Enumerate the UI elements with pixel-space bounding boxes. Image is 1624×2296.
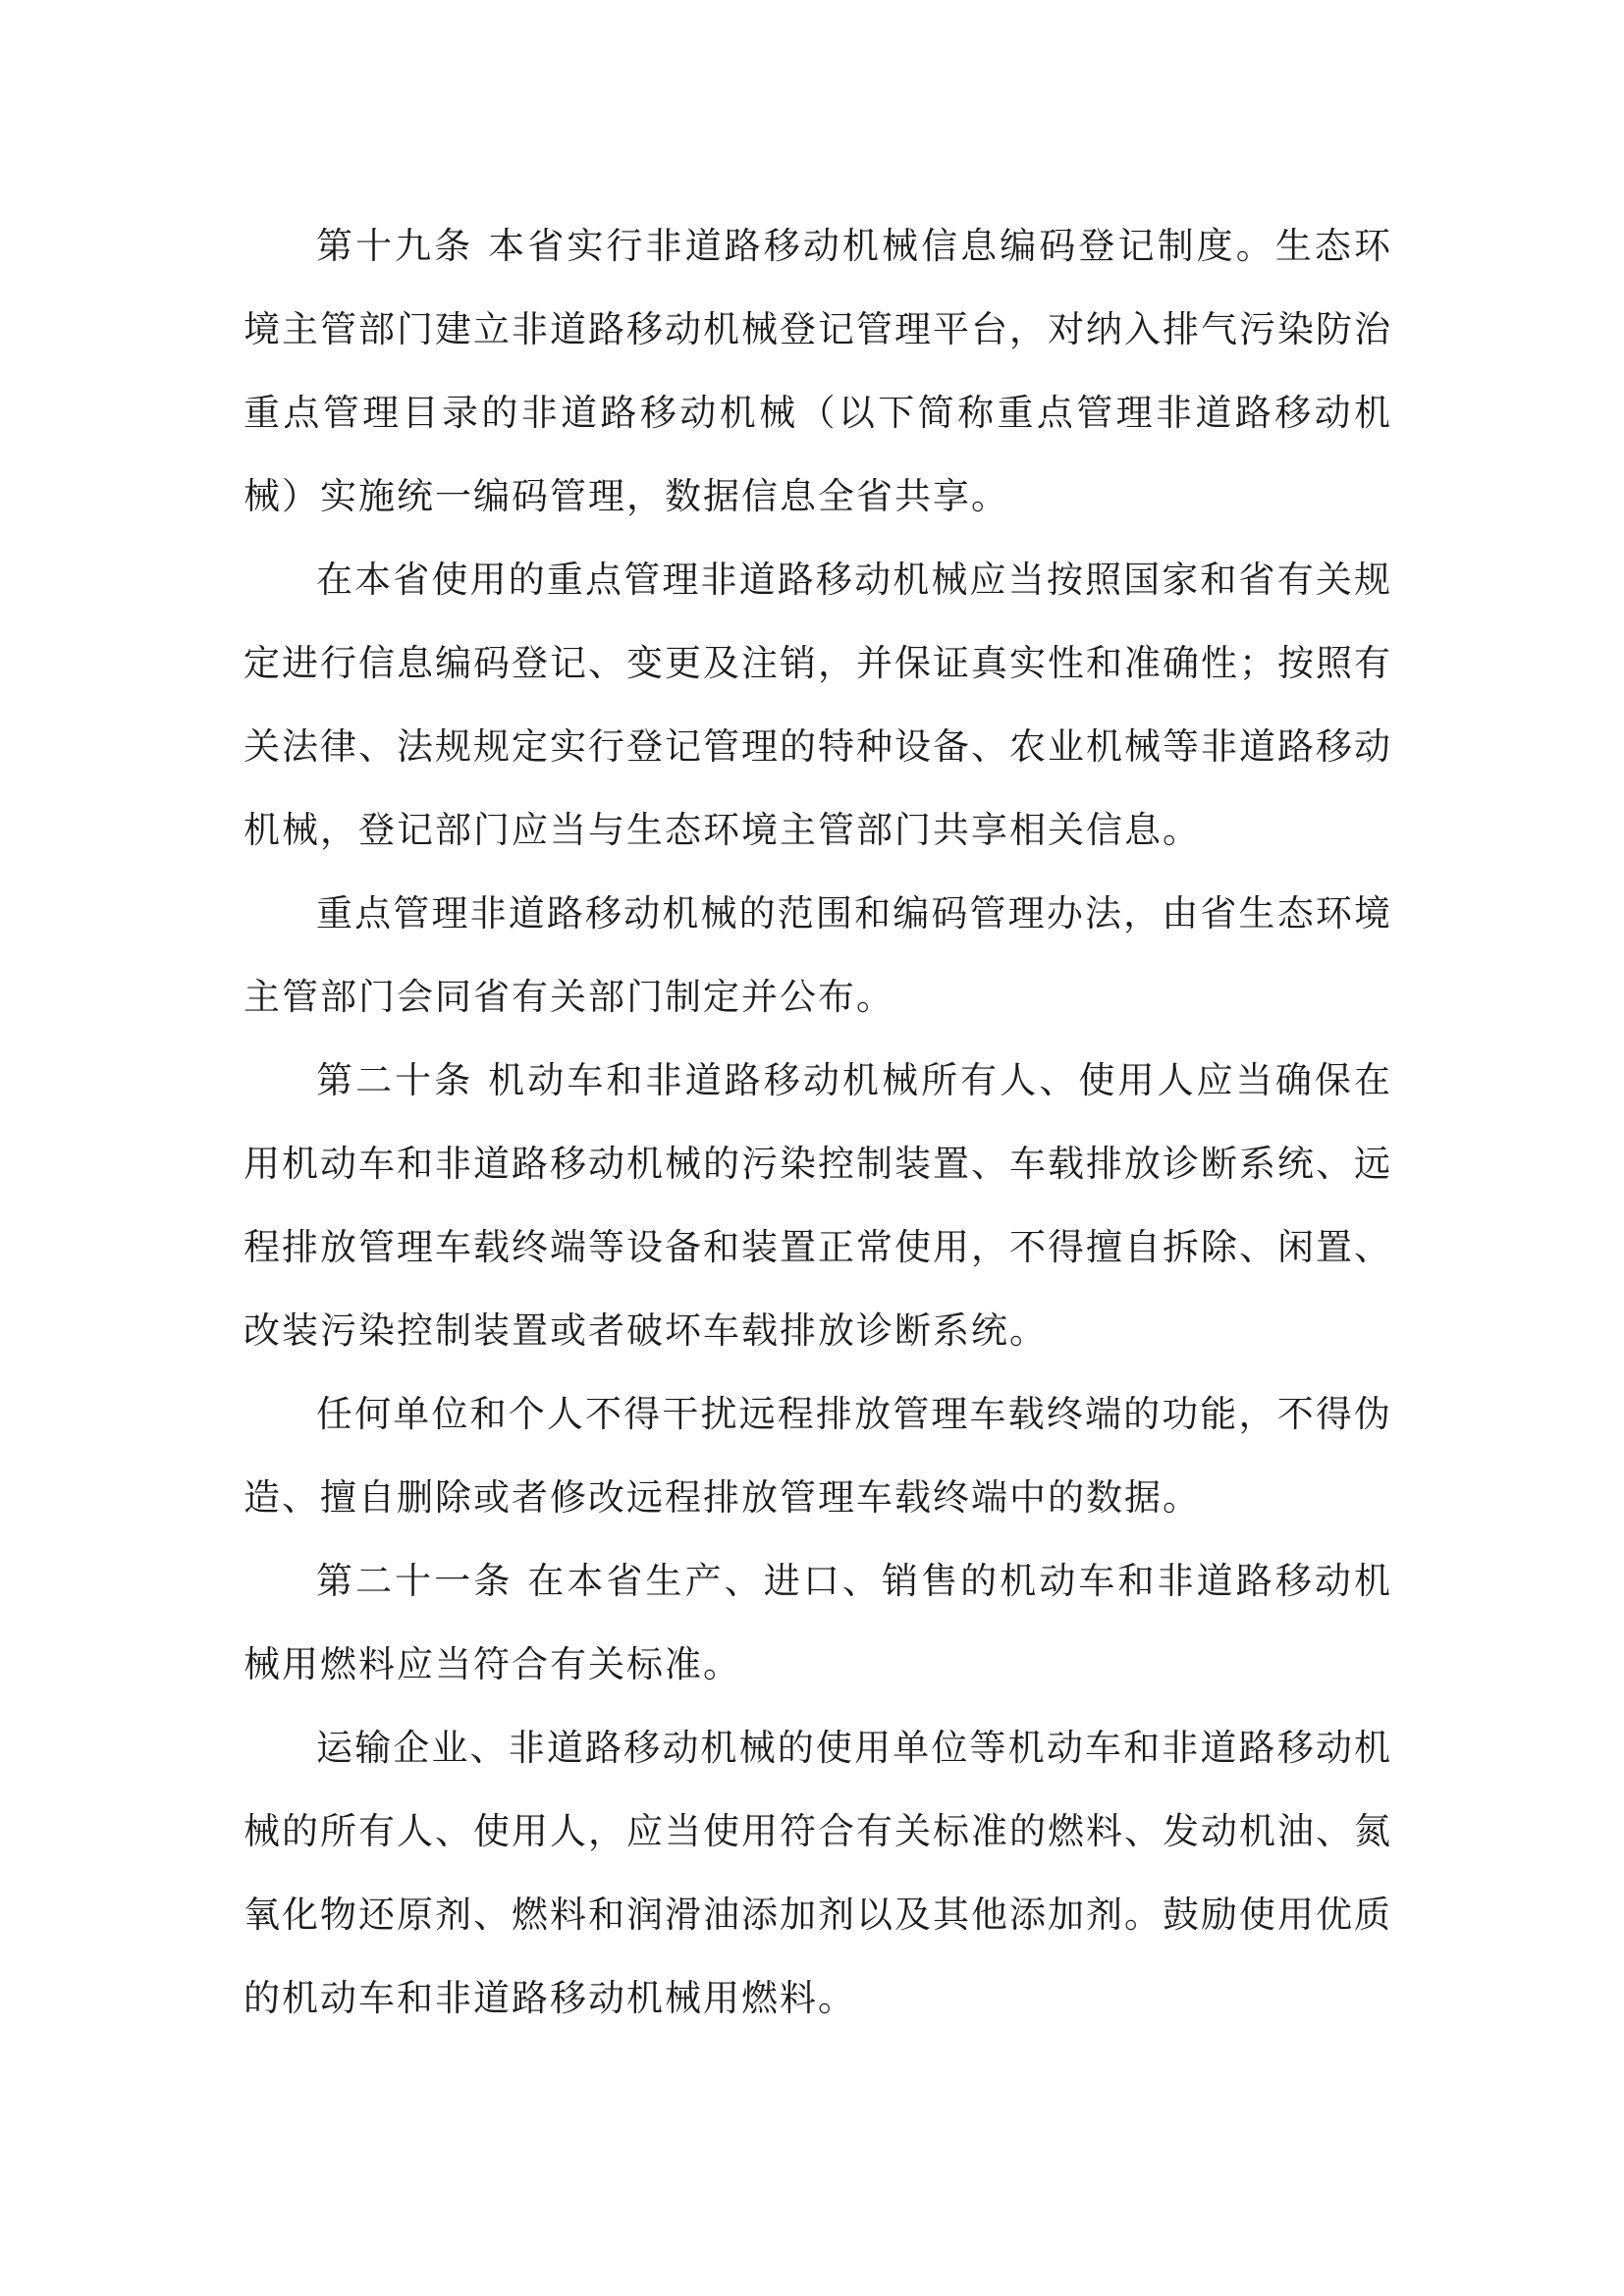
paragraph-fuel-usage: 运输企业、非道路移动机械的使用单位等机动车和非道路移动机械的所有人、使用人，应当使用符合有关标准的燃料、发动机油、氮氧化物还原剂、燃料和润滑油添加剂以及其他添加剂。鼓励使用优质的机动车和非道路移动机械用燃料。 <box>244 1727 1392 2019</box>
paragraph-article-20: 第二十条 机动车和非道路移动机械所有人、使用人应当确保在用机动车和非道路移动机械的污染控制装置、车载排放诊断系统、远程排放管理车载终端等设备和装置正常使用，不得擅自拆除、闲置、改装污染控制装置或者破坏车载排放诊断系统。 <box>244 1059 1392 1352</box>
paragraph-article-19: 第十九条 本省实行非道路移动机械信息编码登记制度。生态环境主管部门建立非道路移动机械登记管理平台，对纳入排气污染防治重点管理目录的非道路移动机械（以下简称重点管理非道路移动机械）实施统一编码管理，数据信息全省共享。 <box>244 225 1392 517</box>
paragraph-terminal-data: 任何单位和个人不得干扰远程排放管理车载终端的功能，不得伪造、擅自删除或者修改远程排放管理车载终端中的数据。 <box>244 1393 1392 1519</box>
paragraph-article-21: 第二十一条 在本省生产、进口、销售的机动车和非道路移动机械用燃料应当符合有关标准。 <box>244 1560 1392 1685</box>
paragraph-scope-and-coding: 重点管理非道路移动机械的范围和编码管理办法，由省生态环境主管部门会同省有关部门制定并公布。 <box>244 892 1392 1018</box>
document-body <box>244 204 1392 2040</box>
paragraph-registration-rules: 在本省使用的重点管理非道路移动机械应当按照国家和省有关规定进行信息编码登记、变更及注销，并保证真实性和准确性；按照有关法律、法规规定实行登记管理的特种设备、农业机械等非道路移动机械，登记部门应当与生态环境主管部门共享相关信息。 <box>244 559 1392 851</box>
